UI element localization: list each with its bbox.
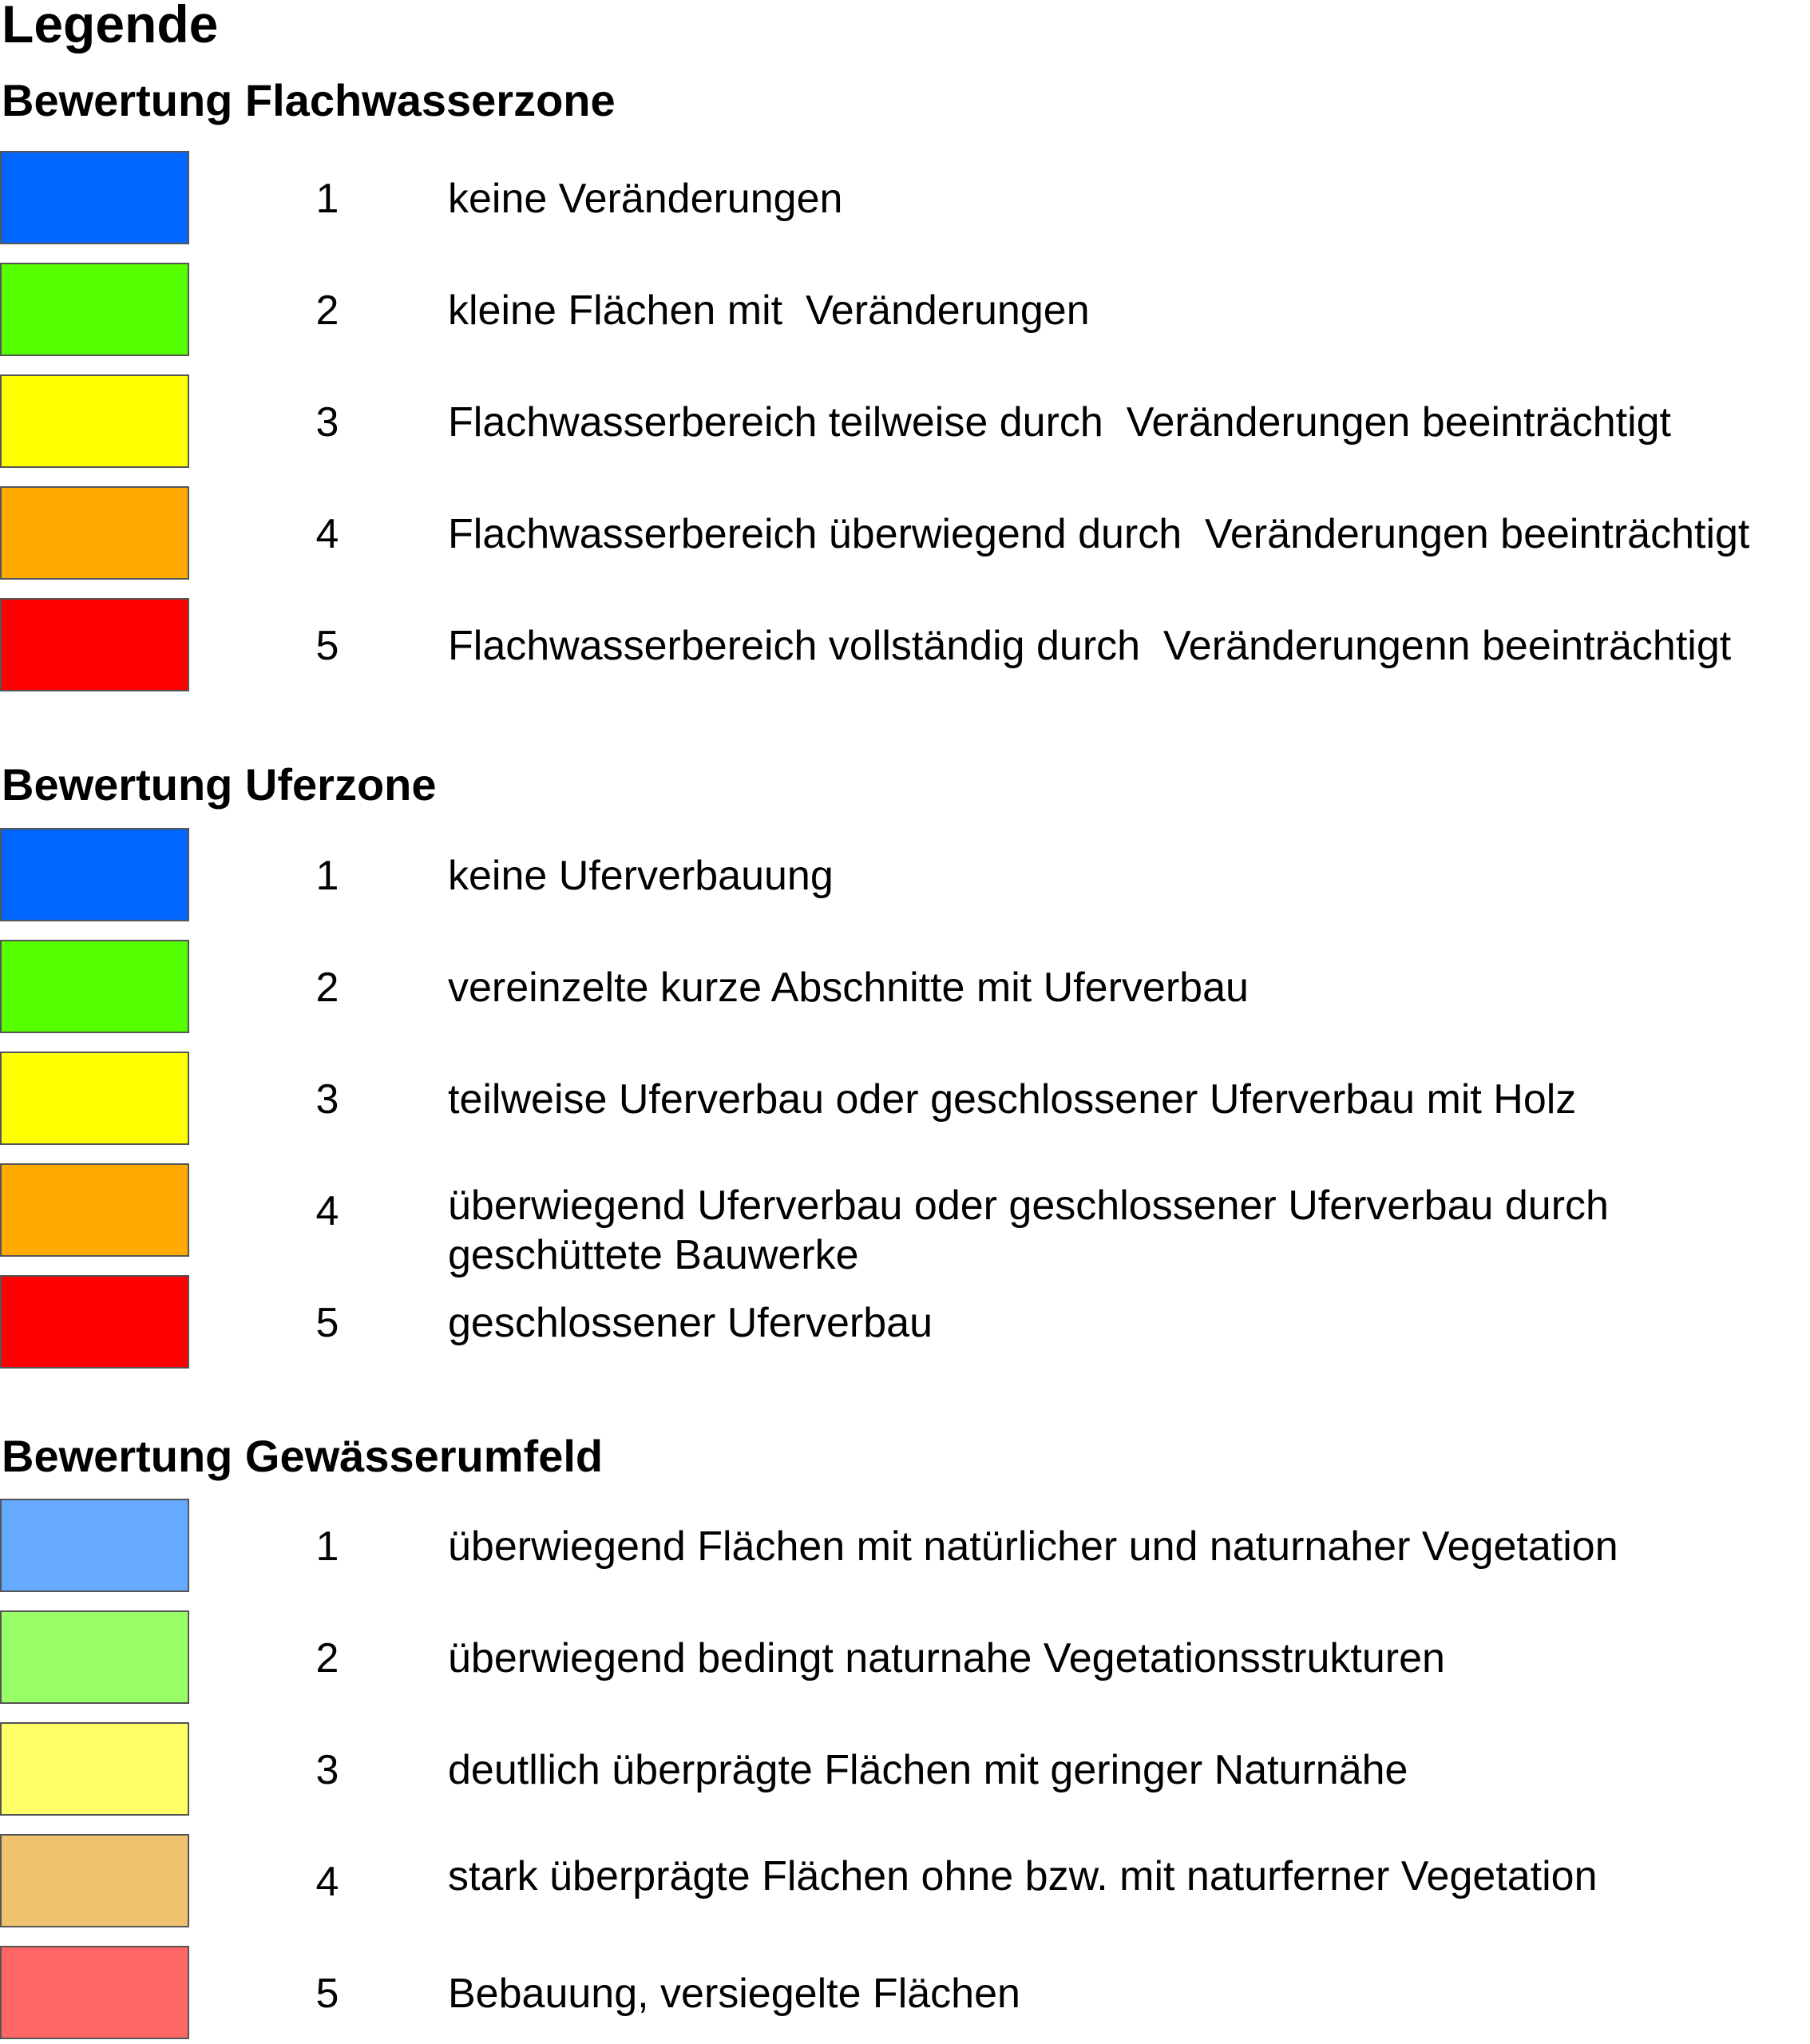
color-swatch xyxy=(0,1610,189,1704)
rank-number: 3 xyxy=(315,1747,339,1793)
rank-description: überwiegend Flächen mit natürlicher und naturnaher Vegetation xyxy=(448,1523,1618,1570)
rank-number: 1 xyxy=(315,853,339,899)
rank-description: kleine Flächen mit Veränderungen xyxy=(448,287,1090,334)
rank-description: deutllich überprägte Flächen mit geringer Naturnähe xyxy=(448,1747,1408,1793)
rank-number: 5 xyxy=(315,1971,339,2017)
color-swatch xyxy=(0,1052,189,1145)
rank-description: keine Uferverbauung xyxy=(448,853,834,899)
rank-number: 4 xyxy=(315,1188,339,1234)
rank-number: 2 xyxy=(315,1635,339,1682)
rank-description: keine Veränderungen xyxy=(448,176,843,222)
rank-description: geschlossener Uferverbau xyxy=(448,1300,933,1346)
rank-number: 2 xyxy=(315,965,339,1011)
color-swatch xyxy=(0,598,189,691)
legend-title: Legende xyxy=(2,0,219,53)
rank-number: 4 xyxy=(315,511,339,557)
color-swatch xyxy=(0,151,189,244)
rank-description: Flachwasserbereich überwiegend durch Veränderungen beeinträchtigt xyxy=(448,511,1750,557)
rank-description: teilweise Uferverbau oder geschlossener Uferverbau mit Holz xyxy=(448,1076,1577,1123)
rank-description: Flachwasserbereich vollständig durch Veränderungenn beeinträchtigt xyxy=(448,623,1732,669)
rank-description: vereinzelte kurze Abschnitte mit Uferverbau xyxy=(448,965,1249,1011)
color-swatch xyxy=(0,1946,189,2039)
rank-number: 3 xyxy=(315,1076,339,1123)
section-heading-flachwasserzone: Bewertung Flachwasserzone xyxy=(2,75,616,125)
rank-number: 4 xyxy=(315,1859,339,1905)
rank-description: überwiegend Uferverbau oder geschlossener Uferverbau durch geschüttete Bauwerke xyxy=(448,1182,1609,1278)
rank-number: 5 xyxy=(315,623,339,669)
rank-description: Bebauung, versiegelte Flächen xyxy=(448,1971,1020,2017)
rank-number: 2 xyxy=(315,287,339,334)
rank-number: 5 xyxy=(315,1300,339,1346)
color-swatch xyxy=(0,828,189,921)
rank-number: 1 xyxy=(315,176,339,222)
color-swatch xyxy=(0,374,189,468)
rank-description: überwiegend bedingt naturnahe Vegetationsstrukturen xyxy=(448,1635,1445,1682)
color-swatch xyxy=(0,940,189,1033)
color-swatch xyxy=(0,263,189,356)
section-heading-uferzone: Bewertung Uferzone xyxy=(2,759,437,810)
rank-number: 1 xyxy=(315,1523,339,1570)
color-swatch xyxy=(0,1722,189,1816)
rank-number: 3 xyxy=(315,399,339,446)
rank-description: stark überprägte Flächen ohne bzw. mit naturferner Vegetation xyxy=(448,1853,1598,1899)
section-heading-gewaesserumfeld: Bewertung Gewässerumfeld xyxy=(2,1431,604,1481)
rank-description: Flachwasserbereich teilweise durch Veränderungen beeinträchtigt xyxy=(448,399,1671,446)
color-swatch xyxy=(0,486,189,580)
color-swatch xyxy=(0,1834,189,1927)
color-swatch xyxy=(0,1275,189,1369)
color-swatch xyxy=(0,1163,189,1257)
color-swatch xyxy=(0,1499,189,1592)
